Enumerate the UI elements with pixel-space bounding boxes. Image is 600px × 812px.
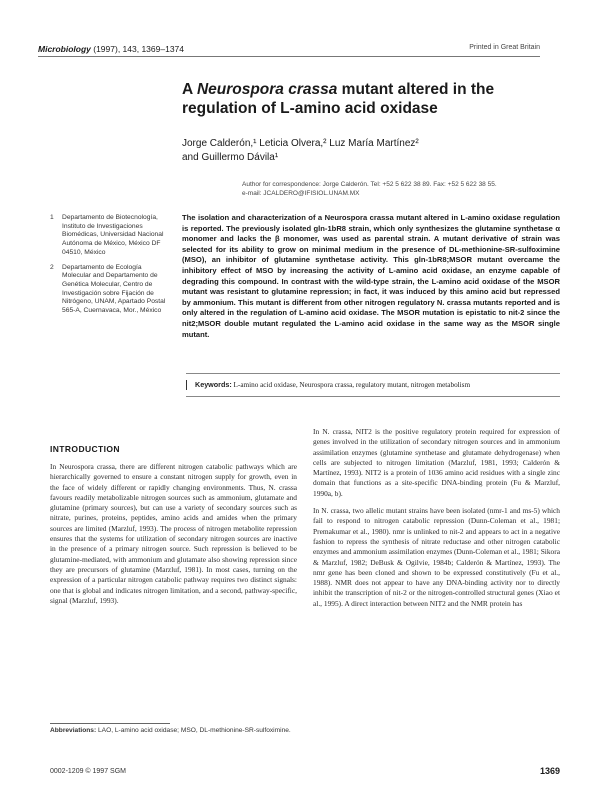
correspondence-email: e-mail: JCALDERO@IFISIOL.UNAM.MX (242, 190, 360, 197)
journal-citation (38, 44, 184, 54)
section-heading-introduction: INTRODUCTION (50, 444, 120, 454)
intro-paragraph: In N. crassa, two allelic mutant strains have been isolated (nmr-1 and ms-5) which fail to respond to nitrogen catabolic repression (Dunn-Coleman et al., 1981; Premakumar et al., 1980). nmr is unlinked to nit-2 and appears to act in a negative fashion to repress the synthesis of nitrate reductase and other nitrogen catabolic enzymes and ammonium assimilation enzymes (Dunn-Coleman et al., 1981; Sikora & Marzluf, 1982; DeBusk & Ogilvie, 1984b; Calderón & Martínez, 1993). The nmr gene has been cloned and shown to be expressed constitutively (Fu et al., 1988). NMR does not appear to have any DNA-binding activity nor to directly inhibit the transcription of nit-2 or the nitrogen-controlled structural genes (Xiao et al., 1995). A direct interaction between NIT2 and the NMR protein has (313, 506, 560, 608)
title-prefix: A (182, 81, 197, 98)
affiliation-2 (50, 264, 172, 316)
affiliation-number: 1 (50, 214, 54, 221)
keywords-bottom-rule (186, 396, 560, 397)
affiliation-number: 2 (50, 263, 54, 271)
title-organism: Neurospora crassa (196, 81, 338, 98)
correspondence-block (242, 180, 562, 198)
correspondence-line-1: Author for correspondence: Jorge Calderón. Tel: +52 5 622 38 89. Fax: +52 5 622 38 55. (242, 181, 497, 188)
affiliation-1 (50, 214, 172, 258)
intro-paragraph: In Neurospora crassa, there are different nitrogen catabolic pathways which are hierarchically governed to ensure a constant nitrogen supply for growth, even in the face of widely different or rapidly changing environments. Thus, N. crassa favours readily metabolizable nitrogen sources such as ammonium, glutamate and glutamine (primary sources), but can use a variety of secondary sources such as nitrate, purines, proteins, peptides, amino acids and amides when the primary sources are limited (Marzluf, 1993). The process of nitrogen metabolite repression ensures that the systems for utilization of secondary nitrogen sources are inactive in the presence of a primary nitrogen source. Such repression is believed to be glutamine-mediated, with ammonium and glutamate also showing repression since they are precursors of glutamine (Marzluf, 1981). In most cases, turning on the expression of a particular nitrogen catabolic pathway requires two distinct signals: one that is global and indicates nitrogen limitation, and a second, pathway-specific, signal (Marzluf, 1993). (50, 462, 297, 605)
authors-line-2: and Guillermo Dávila¹ (182, 152, 279, 163)
abbreviations-footnote (50, 727, 297, 736)
paper-title (182, 80, 562, 118)
affiliation-text: Departamento de Ecología Molecular and Departamento de Genética Molecular, Centro de Investigación sobre Fijación de Nitrógeno, UNAM, Apartado Postal 565-A, Cuernavaca, Mor., México (62, 263, 166, 315)
keywords-label: Keywords: (195, 380, 232, 389)
abbreviations-label: Abbreviations: (50, 727, 97, 734)
abbreviations-text: LAO, L-amino acid oxidase; MSO, DL-methionine-SR-sulfoximine. (96, 727, 291, 734)
page-number: 1369 (539, 766, 560, 776)
abstract: The isolation and characterization of a Neurospora crassa mutant altered in L-amino oxidase regulation is reported. The previously isolated gln-1bR8 strain, which only synthesizes the glutamine synthetase α monomer and lacks the β monomer, was used as parental strain. A mutant derivative of strain was selected for its ability to grow on minimal medium in the presence of DL-methionine-SR-sulfoximine (MSO), an inhibitor of glutamine synthetase activity. This gln-1bR8;MSOR mutant overcame the inhibitory effect of MSO by increasing the activity of L-amino acid oxidase, an enzyme capable of degrading this compound. In contrast with the wild-type strain, the L-amino acid oxidase of the MSOR mutant was resistant to glutamine repression; in fact, it was induced by this amino acid but repressed by ammonium. This mutant is different from other nitrogen regulatory N. crassa mutants reported and is only altered in the regulation of L-amino acid oxidase. The MSOR mutation is epistatic to nit-2 since the nit2;MSOR double mutant regulated the L-amino acid oxidase in the same way as the MSOR single mutant. (182, 213, 560, 339)
text-column-right (313, 427, 560, 616)
journal-volume-pages: (1997), 143, 1369–1374 (90, 44, 184, 54)
affiliation-text: Departamento de Biotecnología, Instituto de Investigaciones Biomédicas, Universidad Nacional Autónoma de México, México DF 04510, México (62, 214, 164, 256)
text-column-left (50, 462, 297, 613)
authors-line-1: Jorge Calderón,¹ Leticia Olvera,² Luz María Martínez² (182, 138, 419, 149)
footnote-rule (50, 723, 170, 724)
title-rest: mutant altered in the regulation of L-amino acid oxidase (182, 81, 495, 117)
keywords (186, 380, 569, 390)
intro-paragraph: In N. crassa, NIT2 is the positive regulatory protein required for expression of genes involved in the utilization of secondary nitrogen sources and in ammonium assimilation enzymes (glutamine synthetase and glutamate dehydrogenase) when cells are subjected to nitrogen limitation (Marzluf, 1981, 1993; Calderón & Martínez, 1993). NIT2 is a protein of 1036 amino acid residues with a single zinc domain that functions as a site-specific DNA-binding protein (Fu & Marzluf, 1990a, b). (313, 427, 560, 498)
footer-issn: 0002-1209 © 1997 SGM (50, 768, 126, 775)
keywords-text: L-amino acid oxidase, Neurospora crassa, regulatory mutant, nitrogen metabolism (233, 381, 471, 389)
printed-in-note: Printed in Great Britain (469, 44, 540, 51)
keywords-top-rule (186, 373, 560, 374)
affiliations (50, 214, 172, 322)
journal-name: Microbiology (38, 44, 91, 54)
header-rule (38, 56, 540, 57)
author-list (182, 137, 562, 165)
